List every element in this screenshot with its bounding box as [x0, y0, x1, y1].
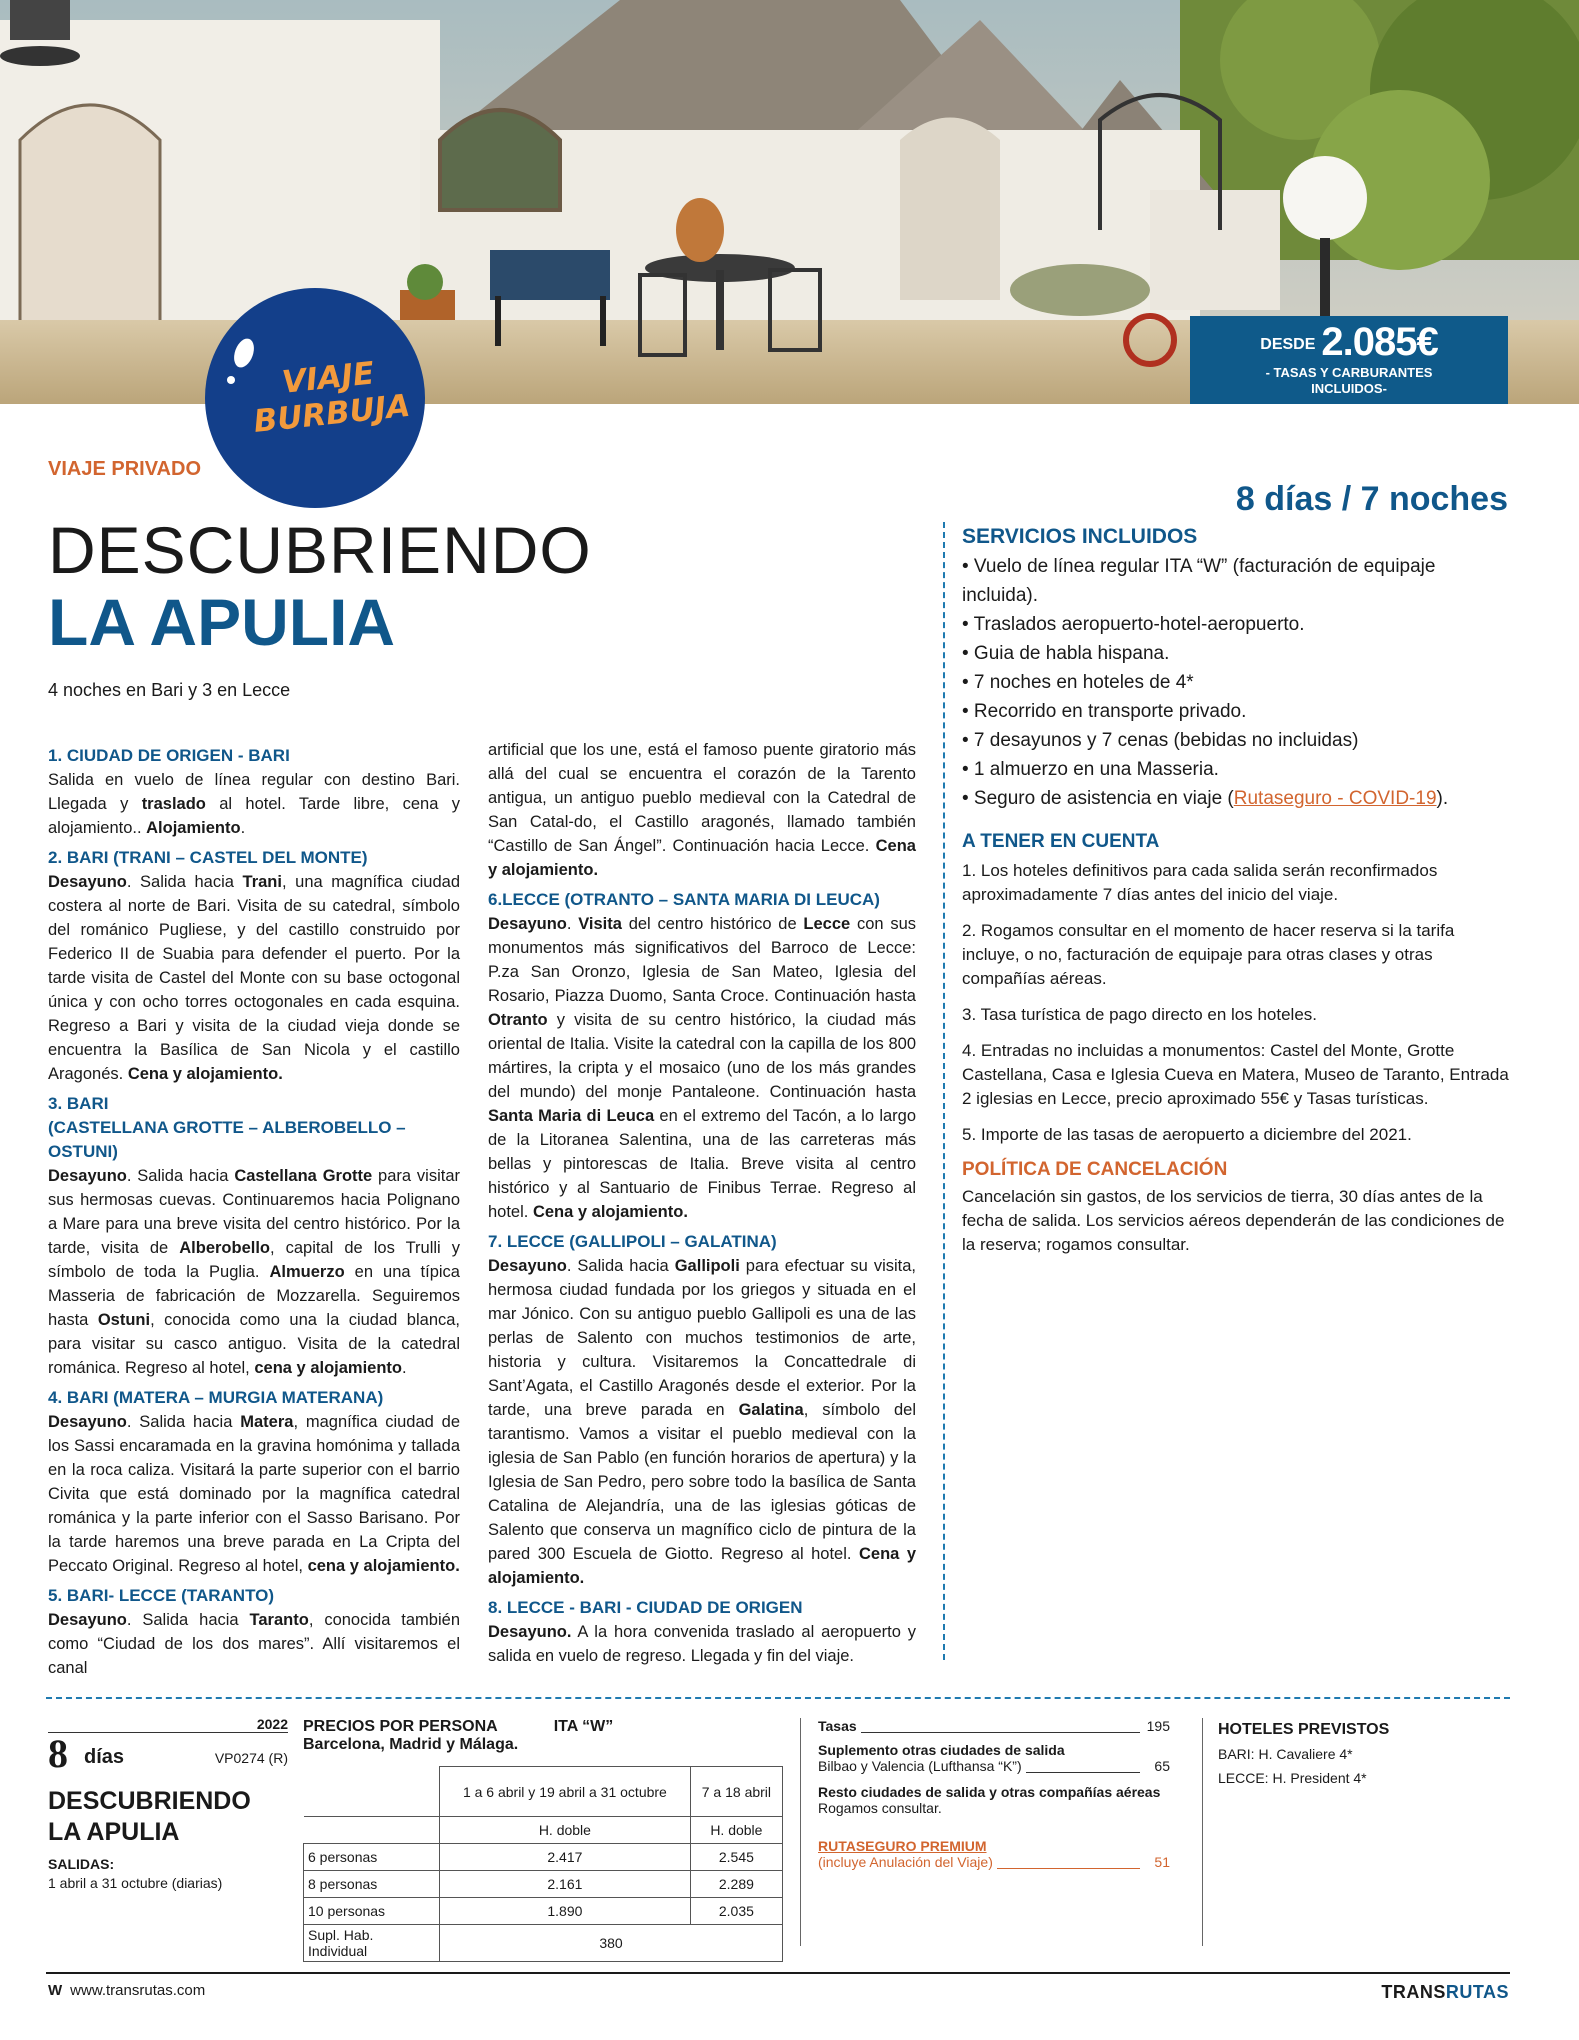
hotels-section: [1218, 1718, 1510, 1790]
trip-duration: 8 días / 7 noches: [1235, 480, 1508, 518]
logo-part-b: RUTAS: [1445, 1982, 1509, 2002]
badge-line-2: BURBUJA: [251, 387, 412, 441]
rutaseguro-label: (incluye Anulación del Viaje): [818, 1854, 997, 1870]
servicios-title: SERVICIOS INCLUIDOS: [962, 525, 1198, 548]
servicio-item: • Traslados aeropuerto-hotel-aeropuerto.: [962, 614, 1305, 635]
day-3-title-line-2: (CASTELLANA GROTTE – ALBEROBELLO – OSTUNI): [48, 1118, 406, 1161]
price-amount: 2.085€: [1321, 320, 1438, 364]
category-label: VIAJE PRIVADO: [48, 458, 201, 480]
price-cell: 2.545: [690, 1844, 782, 1871]
salidas-value: 1 abril a 31 octubre (diarias): [48, 1875, 223, 1891]
day-7-title: 7. LECCE (GALLIPOLI – GALATINA): [488, 1232, 777, 1251]
tasas-value: 195: [1146, 1718, 1170, 1734]
servicio-item: • 7 noches en hoteles de 4*: [962, 672, 1194, 693]
viaje-burbuja-badge: [205, 288, 425, 508]
suplemento-row: [818, 1758, 1170, 1776]
tasas-label: Tasas: [818, 1718, 861, 1734]
table-row: [304, 1817, 783, 1844]
badge-line-1: VIAJE: [280, 355, 376, 401]
price-cell: 1.890: [440, 1898, 691, 1925]
prices-cities: Barcelona, Madrid y Málaga.: [303, 1736, 519, 1753]
row-label: 10 personas: [304, 1898, 440, 1925]
hotel-item: LECCE: H. President 4*: [1218, 1770, 1367, 1786]
servicio-item: • Guia de habla hispana.: [962, 643, 1170, 664]
summary-days-number: 8: [48, 1731, 68, 1776]
seguro-suffix: ).: [1436, 788, 1449, 809]
suplemento-label: Bilbao y Valencia (Lufthansa “K”): [818, 1758, 1026, 1774]
table-row: [304, 1925, 783, 1962]
col-header-1: 1 a 6 abril y 19 abril a 31 octubre: [440, 1767, 691, 1817]
website-link[interactable]: www.transrutas.com: [70, 1982, 206, 1999]
day-3-text: Desayuno. Salida hacia Castellana Grotte para visitar sus hermosas cuevas. Continuaremos hacia Polignano a Mare para una breve visita del centro histórico. Por la tarde, visita de Alberobello, capital de los Trulli y símbolo de toda la Puglia. Almuerzo en una típica Masseria de fabricación de Mozzarella. Seguiremos hasta Ostuni, conocida como una la ciudad blanca, para visitar su casco antiguo. Visita de la catedral románica. Regreso al hotel, cena y alojamiento.: [48, 1167, 461, 1377]
table-row: [304, 1844, 783, 1871]
rutaseguro-value: 51: [1154, 1854, 1170, 1870]
day-5-text-part-2: artificial que los une, está el famoso puente giratorio más allá del cual se encuentra el corazón de la Tarento antigua, un antiguo pueblo medieval con la Catedral de San Catal-do, el Castillo aragonés, llamado también “Castillo de San Ángel”. Continuación hacia Lecce. Cena y alojamiento.: [488, 741, 916, 879]
table-row: [304, 1871, 783, 1898]
prices-section: [303, 1718, 783, 1959]
table-header-row: [304, 1767, 783, 1817]
day-6-text: Desayuno. Visita del centro histórico de Lecce con sus monumentos más significativos del Barroco de Lecce: P.za San Oronzo, Iglesia de San Mateo, Iglesia del Rosario, Piazza Duomo, Santa Croce. Continuación hasta Otranto y visita de su centro histórico, la ciudad más oriental de Italia. Visite la catedral con la capilla de los 800 mártires, la cripta y el mosaico (uno de los más grandes del mundo) del monje Pantaleone. Continuación hasta Santa Maria di Leuca en el extremo del Tacón, a lo largo de la Litoranea Salentina, una de las carreteras más bellas y pintorescas de Italia. Breve visita al centro histórico y al Santuario de Finibus Terrae. Regreso al hotel. Cena y alojamiento.: [488, 915, 917, 1221]
day-4-title: 4. BARI (MATERA – MURGIA MATERANA): [48, 1388, 384, 1407]
day-3-title-line-1: 3. BARI: [48, 1094, 109, 1113]
catalog-year: 2022: [253, 1716, 288, 1732]
summary-title-line-2: LA APULIA: [48, 1818, 180, 1846]
hotel-item: BARI: H. Cavaliere 4*: [1218, 1746, 1353, 1762]
cancelacion-title: POLÍTICA DE CANCELACIÓN: [962, 1159, 1228, 1180]
prices-heading: [303, 1718, 783, 1736]
price-note-1: - TASAS Y CARBURANTES: [1265, 365, 1433, 380]
rutaseguro-title[interactable]: RUTASEGURO PREMIUM: [818, 1838, 987, 1854]
table-cell-empty: [304, 1817, 440, 1844]
column-divider: [800, 1718, 801, 1946]
room-type-2: H. doble: [690, 1817, 782, 1844]
table-corner: [304, 1767, 440, 1817]
summary-title: [48, 1786, 251, 1848]
servicio-item: • 7 desayunos y 7 cenas (bebidas no incluidas): [962, 730, 1359, 751]
price-cell: 2.161: [440, 1871, 691, 1898]
year-rule: [48, 1716, 288, 1733]
day-8-title: 8. LECCE - BARI - CIUDAD DE ORIGEN: [488, 1598, 803, 1617]
badge-text: [242, 351, 419, 440]
services-column: [962, 522, 1510, 1257]
prices-table: [303, 1766, 783, 1962]
salidas-label: SALIDAS:: [48, 1856, 115, 1872]
logo-part-a: TRANS: [1381, 1982, 1446, 2002]
column-divider: [943, 522, 945, 1660]
footer-rule: [46, 1972, 1510, 1974]
prices-heading-text: PRECIOS POR PERSONA: [303, 1718, 498, 1735]
room-type-1: H. doble: [440, 1817, 691, 1844]
row-label: 6 personas: [304, 1844, 440, 1871]
price-cell: 2.289: [690, 1871, 782, 1898]
price-cell: 2.035: [690, 1898, 782, 1925]
day-1-text: Salida en vuelo de línea regular con destino Bari. Llegada y traslado al hotel. Tarde libre, cena y alojamiento.. Alojamiento.: [48, 771, 460, 837]
day-1-title: 1. CIUDAD DE ORIGEN - BARI: [48, 746, 290, 765]
note-2: 2. Rogamos consultar en el momento de hacer reserva si la tarifa incluye, o no, facturación de equipaje para otras clases y otras compañías aéreas.: [962, 921, 1455, 988]
cancelacion-text: Cancelación sin gastos, de los servicios de tierra, 30 días antes de la fecha de salida. Los servicios aéreos dependerán de las condiciones de la reserva; rogamos consultar.: [962, 1187, 1505, 1254]
resto-text: Rogamos consultar.: [818, 1800, 942, 1816]
servicio-item-seguro: [962, 784, 1510, 813]
transrutas-logo: [1381, 1982, 1509, 2003]
note-3: 3. Tasa turística de pago directo en los hoteles.: [962, 1005, 1318, 1024]
seguro-prefix: • Seguro de asistencia en viaje (: [962, 788, 1234, 809]
day-2-title: 2. BARI (TRANI – CASTEL DEL MONTE): [48, 848, 368, 867]
rutaseguro-covid-link[interactable]: Rutaseguro - COVID-19: [1233, 788, 1437, 809]
rutaseguro-row: [818, 1854, 1170, 1872]
day-3-title: [48, 1092, 460, 1164]
tasas-row: [818, 1718, 1170, 1736]
itinerary-column-2: [488, 738, 916, 1668]
page-subtitle: 4 noches en Bari y 3 en Lecce: [48, 680, 291, 700]
trip-code: VP0274 (R): [214, 1750, 288, 1766]
day-5-title: 5. BARI- LECCE (TARANTO): [48, 1586, 275, 1605]
price-note-2: INCLUIDOS-: [1311, 381, 1387, 396]
row-label: Supl. Hab. Individual: [304, 1925, 440, 1962]
day-8-text: Desayuno. A la hora convenida traslado al aeropuerto y salida en vuelo de regreso. Llegada y fin del viaje.: [488, 1623, 916, 1665]
servicio-item: • 1 almuerzo en una Masseria.: [962, 759, 1219, 780]
price-cell: 2.417: [440, 1844, 691, 1871]
footer-url: [48, 1982, 205, 1999]
bubble-highlight-icon: [230, 336, 257, 370]
suplemento-title: Suplemento otras ciudades de salida: [818, 1742, 1065, 1758]
day-5-text-part-1: Desayuno. Salida hacia Taranto, conocida también como “Ciudad de los dos mares”. Allí visitaremos el canal: [48, 1611, 460, 1677]
suplemento-value: 65: [1154, 1758, 1170, 1774]
table-row: [304, 1898, 783, 1925]
leader-line: [818, 1732, 1140, 1733]
servicio-item: • Vuelo de línea regular ITA “W” (facturación de equipaje incluida).: [962, 556, 1436, 606]
servicio-item: • Recorrido en transporte privado.: [962, 701, 1247, 722]
note-4: 4. Entradas no incluidas a monumentos: Castel del Monte, Grotte Castellana, Casa e Iglesia Cueva en Matera, Museo de Taranto, Entrada 2 iglesias en Lecce, precio aproximado 55€ y Tasas turísticas.: [962, 1041, 1509, 1108]
page-letter: W: [48, 1982, 63, 1999]
price-cell: 380: [440, 1925, 783, 1962]
page-title-line-1: DESCUBRIENDO: [48, 513, 592, 587]
price-box: [1190, 316, 1508, 404]
itinerary-column-1: [48, 738, 460, 1680]
prices-airline: ITA “W”: [553, 1718, 614, 1735]
column-divider: [1202, 1718, 1203, 1946]
summary-title-line-1: DESCUBRIENDO: [48, 1787, 251, 1815]
col-header-2: 7 a 18 abril: [690, 1767, 782, 1817]
price-prefix: DESDE: [1260, 336, 1316, 353]
note-1: 1. Los hoteles definitivos para cada salida serán reconfirmados aproximadamente 7 días antes del inicio del viaje.: [962, 861, 1438, 904]
tener-en-cuenta-title: A TENER EN CUENTA: [962, 831, 1160, 852]
servicios-list: [962, 552, 1510, 813]
row-label: 8 personas: [304, 1871, 440, 1898]
extras-section: [818, 1718, 1170, 1872]
day-4-text: Desayuno. Salida hacia Matera, magnífica ciudad de los Sassi encaramada en la gravina homónima y tallada en la roca caliza. Visitará la parte superior con el barrio Civita que está dominado por la magnífica catedral románica y la parte inferior con el Sasso Barisano. Por la tarde haremos una breve parada en La Cripta del Peccato Original. Regreso al hotel, cena y alojamiento.: [48, 1413, 460, 1575]
section-divider: [46, 1697, 1510, 1699]
note-5: 5. Importe de las tasas de aeropuerto a diciembre del 2021.: [962, 1125, 1412, 1144]
page-title-line-2: LA APULIA: [48, 585, 396, 659]
summary-days-label: días: [84, 1746, 125, 1768]
day-7-text: Desayuno. Salida hacia Gallipoli para efectuar su visita, hermosa ciudad fundada por los griegos y situada en el mar Jónico. Con su antiguo pueblo Gallipoli es una de las perlas de Salento con muchos testimonios de arte, historia y cultura. Visitaremos la Concattedrale di Sant’Agata, el Castillo Aragonés desde el exterior. Por la tarde, una breve parada en Galatina, símbolo del tarantismo. Vamos a visitar el pueblo medieval con la iglesia de San Pablo (en función horarios de apertura) y la Iglesia de San Pedro, pero sobre todo la basílica de Santa Catalina de Alejandría, una de las iglesias góticas de Salento que conserva un magnífico ciclo de pintura de la pared 300 Escuela de Giotto. Regreso al hotel. Cena y alojamiento.: [488, 1257, 917, 1587]
bubble-dot-icon: [227, 376, 235, 384]
day-2-text: Desayuno. Salida hacia Trani, una magnífica ciudad costera al norte de Bari. Visita de su catedral, símbolo del románico Pugliese, y del castillo construido por Federico II de Suabia para defender el puerto. Por la tarde visita de Castel del Monte con su base octogonal única y con ocho torres octogonales en cada esquina. Regreso a Bari y visita de la ciudad vieja donde se encuentra la Basílica de San Nicola y el castillo Aragonés. Cena y alojamiento.: [48, 873, 460, 1083]
price-line: [1190, 320, 1508, 365]
hotels-title: HOTELES PREVISTOS: [1218, 1721, 1390, 1738]
resto-title: Resto ciudades de salida y otras compañías aéreas: [818, 1784, 1161, 1800]
day-6-title: 6.LECCE (OTRANTO – SANTA MARIA DI LEUCA): [488, 890, 880, 909]
